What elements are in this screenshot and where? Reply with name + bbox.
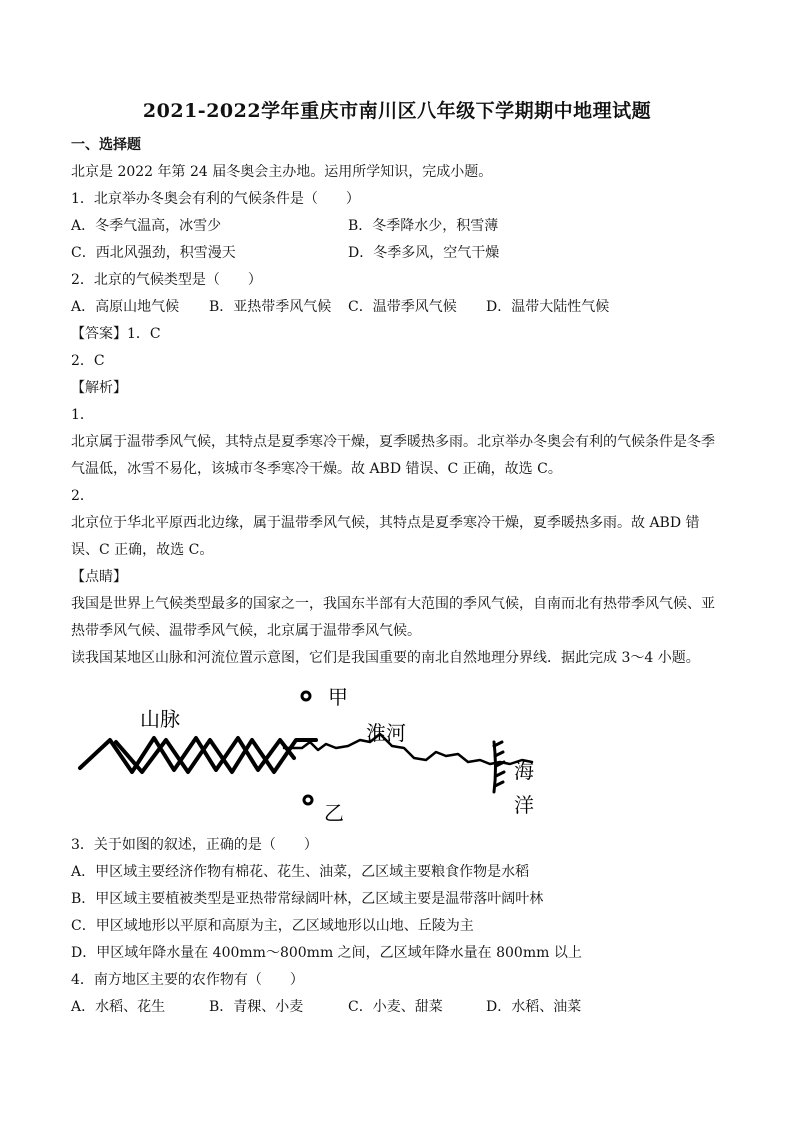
note-line-2: 热带季风气候、温带季风气候，北京属于温带季风气候。: [71, 623, 421, 639]
q4-option-d: D．水稻、油菜: [486, 999, 582, 1015]
q4-stem: 4．南方地区主要的农作物有（ ）: [71, 972, 304, 988]
point-b-label: 乙: [324, 801, 344, 825]
sea-label-2: 洋: [514, 793, 534, 817]
q4-option-c: C．小麦、甜菜: [348, 999, 443, 1015]
intro-text-1: 北京是 2022 年第 24 届冬奥会主办地。运用所学知识，完成小题。: [71, 164, 493, 180]
q3-option-c: C．甲区域地形以平原和高原为主，乙区域地形以山地、丘陵为主: [71, 918, 474, 934]
page-title: 2021-2022学年重庆市南川区八年级下学期期中地理试题: [142, 100, 652, 122]
point-a-label: 甲: [328, 685, 348, 709]
note-line-1: 我国是世界上气候类型最多的国家之一，我国东半部有大范围的季风气候，自南而北有热带季风气候、亚: [71, 596, 715, 612]
point-a-marker: [302, 692, 310, 700]
analysis-2-number: 2．: [71, 488, 94, 504]
q1-option-c: C．西北风强劲，积雪漫天: [71, 245, 236, 261]
river-label: 淮河: [366, 721, 406, 745]
note-tag: 【点睛】: [71, 569, 127, 585]
q4-option-a: A．水稻、花生: [71, 999, 166, 1015]
analysis-tag: 【解析】: [71, 380, 127, 396]
analysis-1-line-2: 气温低，冰雪不易化，该城市冬季寒冷干燥。故 ABD 错误、C 正确，故选 C。: [71, 461, 562, 477]
q3-option-b: B．甲区域主要植被类型是亚热带常绿阔叶林，乙区域主要是温带落叶阔叶林: [71, 891, 544, 907]
q1-option-a: A．冬季气温高，冰雪少: [71, 218, 222, 234]
q2-option-b: B．亚热带季风气候: [209, 299, 332, 315]
q2-option-d: D．温带大陆性气候: [486, 299, 610, 315]
analysis-1-line-1: 北京属于温带季风气候，其特点是夏季寒冷干燥，夏季暖热多雨。北京举办冬奥会有利的气候条件是冬季: [71, 434, 715, 450]
answer-line: 【答案】1．C: [71, 326, 161, 342]
point-b-marker: [304, 796, 312, 804]
q1-option-d: D．冬季多风，空气干燥: [348, 245, 500, 261]
q1-stem: 1．北京举办冬奥会有利的气候条件是（ ）: [71, 191, 360, 207]
q2-stem: 2．北京的气候类型是（ ）: [71, 272, 262, 288]
q2-option-a: A．高原山地气候: [71, 299, 180, 315]
analysis-1-number: 1．: [71, 407, 94, 423]
q4-option-b: B．青稞、小麦: [209, 999, 304, 1015]
mountain-label: 山脉: [140, 707, 180, 731]
q1-option-b: B．冬季降水少，积雪薄: [348, 218, 499, 234]
mountain-river-diagram: [70, 680, 550, 830]
q2-option-c: C．温带季风气候: [348, 299, 457, 315]
intro-text-2: 读我国某地区山脉和河流位置示意图，它们是我国重要的南北自然地理分界线．据此完成 3～4 小题。: [71, 650, 700, 666]
answer-2: 2．C: [71, 353, 105, 369]
coastline-icon: [494, 742, 504, 792]
q3-option-d: D．甲区域年降水量在 400mm～800mm 之间，乙区域年降水量在 800mm 以上: [71, 945, 582, 961]
sea-label-1: 海: [514, 759, 534, 783]
q3-option-a: A．甲区域主要经济作物有棉花、花生、油菜，乙区域主要粮食作物是水稻: [71, 864, 530, 880]
section-heading: 一、选择题: [71, 137, 141, 153]
analysis-2-line-2: 误、C 正确，故选 C。: [71, 542, 214, 558]
q3-stem: 3．关于如图的叙述，正确的是（ ）: [71, 837, 318, 853]
analysis-2-line-1: 北京位于华北平原西北边缘，属于温带季风气候，其特点是夏季寒冷干燥，夏季暖热多雨。故 ABD 错: [71, 515, 700, 531]
